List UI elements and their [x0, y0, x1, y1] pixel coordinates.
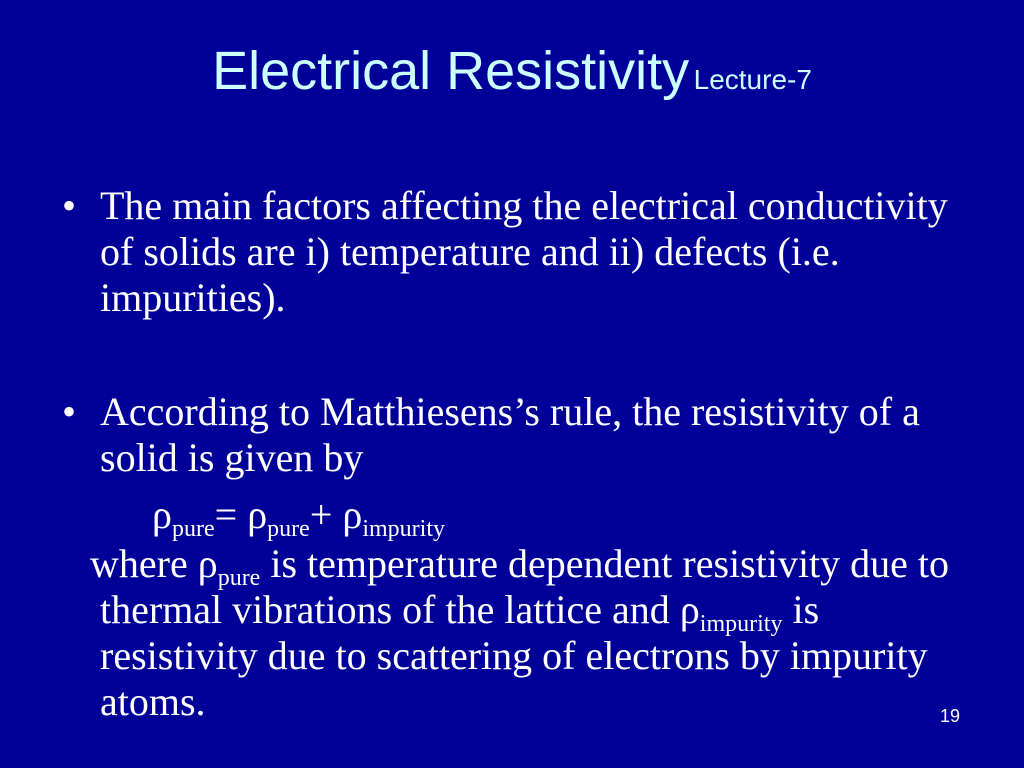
- slide-body: [62, 183, 982, 725]
- plus-sign: +: [309, 492, 343, 537]
- where-text-end: is resistivity due to scattering of electrons by impurity atoms.: [100, 587, 928, 724]
- slide-title: [0, 40, 1024, 102]
- subscript-pure: pure: [267, 516, 310, 542]
- where-text-middle: is temperature dependent resistivity due to thermal vibrations of the lattice and: [100, 541, 950, 632]
- subscript-impurity: impurity: [362, 516, 446, 542]
- title-lecture-label: Lecture-7: [693, 64, 812, 95]
- bullet-dot-icon: •: [62, 183, 77, 228]
- rho-symbol: ρ: [679, 587, 700, 632]
- bullet-text: The main factors affecting the electrical conductivity of solids are i) temperature and ii) defects (i.e. impurities).: [100, 183, 948, 320]
- title-main: Electrical Resistivity: [212, 41, 690, 101]
- formula-explanation: [62, 541, 982, 725]
- subscript-impurity: impurity: [699, 611, 783, 637]
- rho-symbol: ρ: [197, 541, 218, 586]
- rho-symbol: ρ: [342, 492, 363, 537]
- rho-symbol: ρ: [152, 492, 172, 537]
- matthiessen-formula: [62, 489, 982, 541]
- bullet-item-matthiessen: [62, 389, 982, 481]
- rho-symbol: ρ: [247, 492, 268, 537]
- bullet-dot-icon: •: [62, 389, 77, 434]
- bullet-text: According to Matthiesens’s rule, the resistivity of a solid is given by: [100, 389, 920, 480]
- equals-sign: =: [214, 492, 248, 537]
- subscript-pure: pure: [171, 516, 215, 542]
- where-text-start: where: [90, 541, 198, 586]
- slide-number: 19: [939, 706, 960, 726]
- subscript-pure: pure: [217, 565, 261, 591]
- bullet-item-factors: [62, 183, 982, 321]
